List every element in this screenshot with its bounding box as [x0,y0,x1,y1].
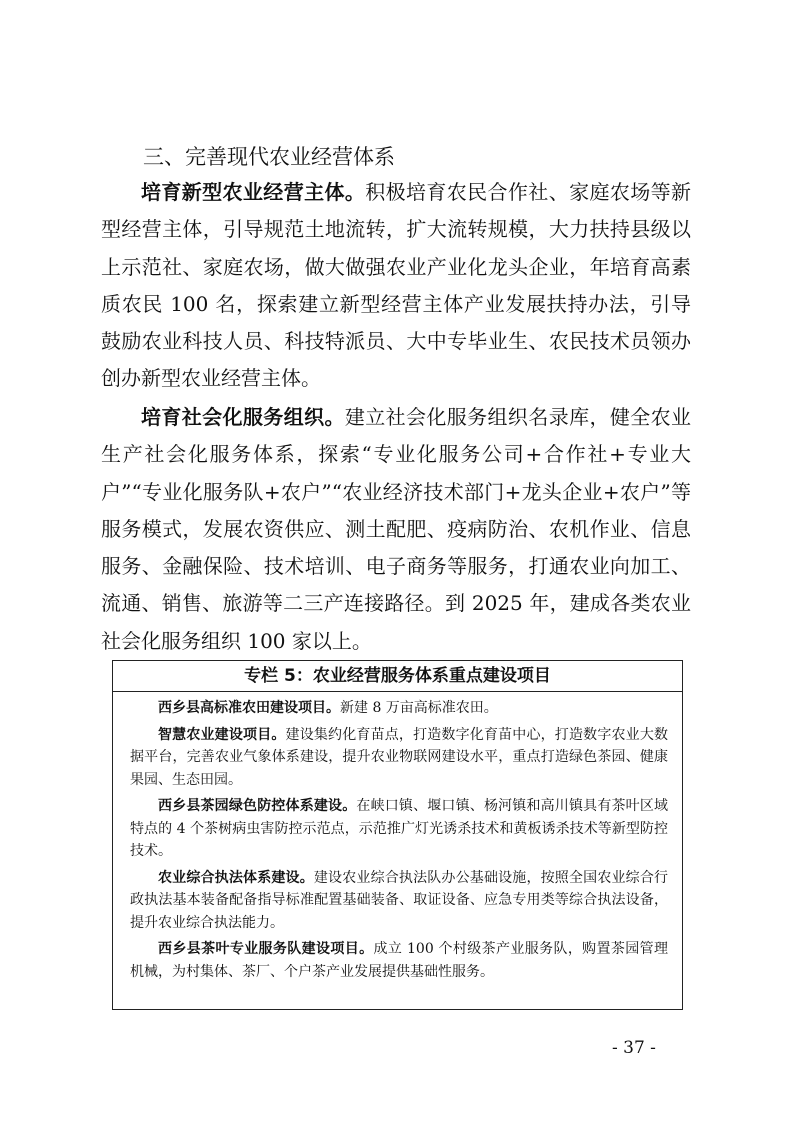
project-description: 建设农业综合执法队办公基础设施，按照全国农业综合行政执法基本装备配备指导标准配置基础装备、取证设备、应急专用类等综合执法设备，提升农业综合执法能力。 [130,869,669,931]
project-name: 西乡县茶叶专业服务队建设项目。 [158,941,374,957]
project-item [130,938,668,983]
key-projects-box [112,660,683,1010]
paragraph-text: 积极培育农民合作社、家庭农场等新型经营主体，引导规范土地流转，扩大流转规模，大力扶持县级以上示范社、家庭农场，做大做强农业产业化龙头企业，年培育高素质农民 100 名，探索建立新型经营主体产业发展扶持办法，引导鼓励农业科技人员、科技特派员、大中专毕业生、农民技术员领办创办新型农业经营主体。 [101,180,692,391]
section-title: 三、完善现代农业经营体系 [143,145,395,169]
project-description: 新建 8 万亩高标准农田。 [340,700,498,716]
box-body [113,692,682,983]
paragraph-lead: 培育新型农业经营主体。 [141,180,366,204]
project-item [130,867,668,935]
page-number: - 37 - [612,1038,656,1058]
project-item [130,697,668,720]
paragraph-new-business-entities [101,174,691,398]
project-name: 智慧农业建设项目。 [158,726,286,743]
project-name: 西乡县高标准农田建设项目。 [158,700,340,716]
project-item [130,724,668,792]
paragraph-lead: 培育社会化服务组织。 [141,405,345,429]
project-item [130,795,668,863]
project-description: 在峡口镇、堰口镇、杨河镇和高川镇具有茶叶区域特点的 4 个茶树病虫害防控示范点，示范推广灯光诱杀技术和黄板诱杀技术等新型防控技术。 [130,798,669,859]
box-title: 专栏 5：农业经营服务体系重点建设项目 [113,661,682,692]
project-name: 西乡县茶园绿色防控体系建设。 [158,798,357,814]
paragraph-text: 建立社会化服务组织名录库，健全农业生产社会化服务体系，探索“专业化服务公司+合作社+专业大户”“专业化服务队+农户”“农业经济技术部门+龙头企业+农户”等服务模式，发展农资供应、测土配肥、疫病防治、农机作业、信息服务、金融保险、技术培训、电子商务等服务，打通农业向加工、流通、销售、旅游等二三产连接路径。到 2025 年，建成各类农业社会化服务组织 100 家以上。 [101,405,692,653]
project-description: 建设集约化育苗点，打造数字化育苗中心，打造数字农业大数据平台，完善农业气象体系建设，提升农业物联网建设水平，重点打造绿色茶园、健康果园、生态田园。 [130,726,669,788]
project-description: 成立 100 个村级茶产业服务队，购置茶园管理机械，为村集体、茶厂、个户茶产业发展提供基础性服务。 [130,941,669,980]
project-name: 农业综合执法体系建设。 [158,869,314,886]
paragraph-social-service-organizations [101,399,691,660]
